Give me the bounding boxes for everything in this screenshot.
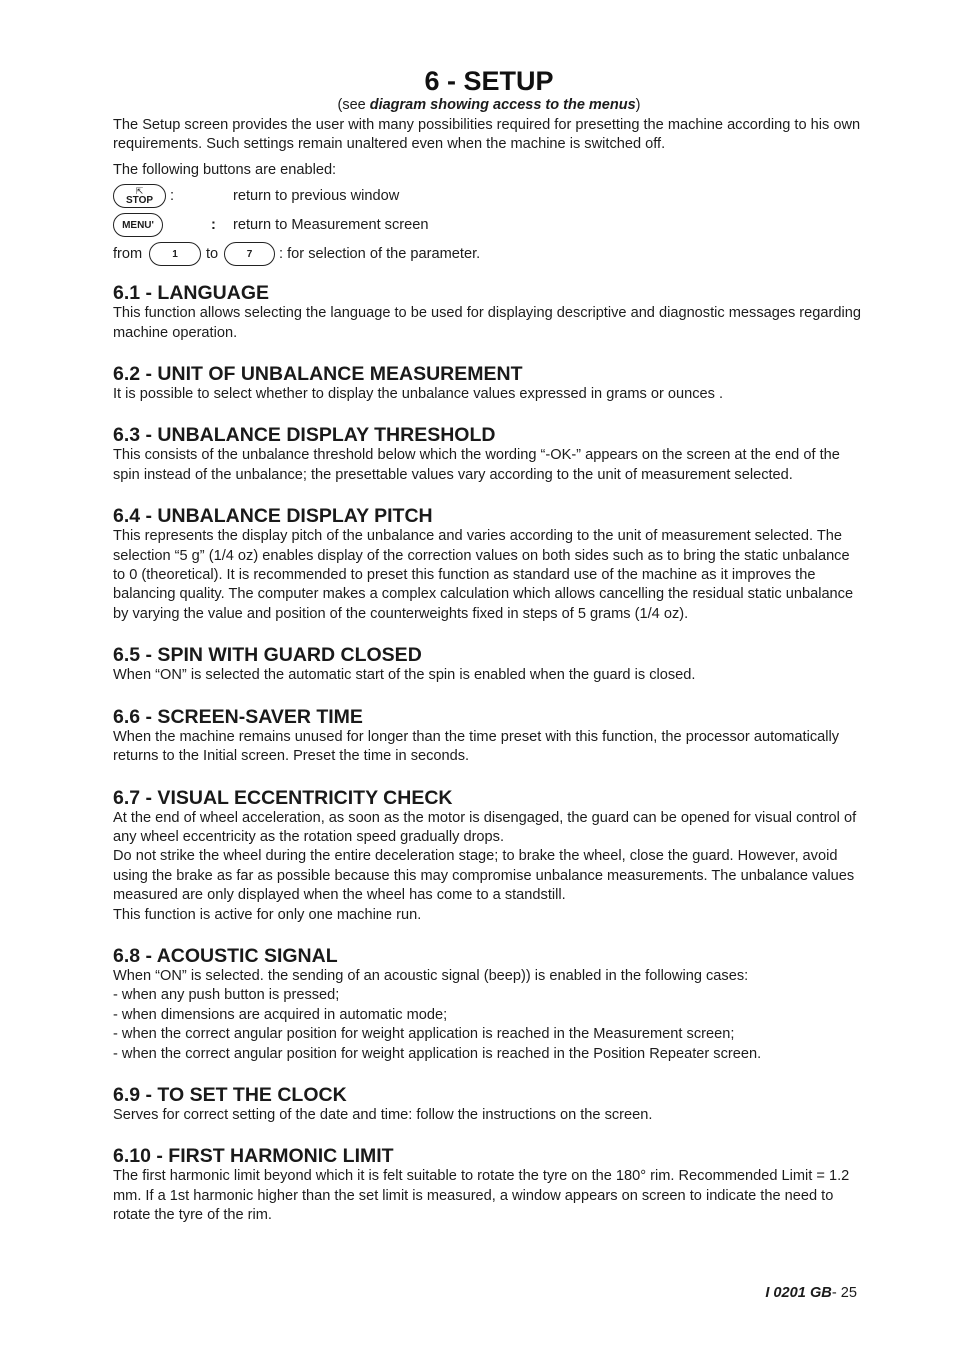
- stop-key: [113, 184, 166, 208]
- document-code: I 0201 GB: [765, 1285, 832, 1301]
- section-paragraph: Do not strike the wheel during the entire deceleration stage; to brake the wheel, close the guard. However, avoid using the brake as far as possible because this may compromise unbalance measurements. The unbalance values measured are only displayed when the wheel has come to a standstill.: [113, 848, 855, 904]
- page-number: - 25: [831, 1285, 857, 1301]
- menu-colon: :: [211, 217, 216, 234]
- range-button-row: [113, 242, 865, 271]
- intro-paragraph: The Setup screen provides the user with many possibilities required for presetting the machine according to his own requirements. Such settings remain unaltered even when the machine is switched off.: [113, 117, 861, 153]
- section-heading: 6.5 - SPIN WITH GUARD CLOSED: [113, 644, 422, 667]
- section-heading: 6.6 - SCREEN-SAVER TIME: [113, 705, 363, 728]
- subtitle: [113, 96, 865, 114]
- stop-description: return to previous window: [233, 188, 400, 205]
- section-paragraph: This represents the display pitch of the unbalance and varies according to the unit of measurement selected. The selection “5 g” (1/4 oz) enables display of the correction values on both sides such as to bring the static unbalance to 0 (theoretical). It is recommended to preset this function as standard use of the machine as it improves the balancing quality. The computer makes a complex calculation which allows cancelling the residual static unbalance by varying the value and position of the counterweights fixed in steps of 5 grams (1/4 oz).: [113, 528, 854, 622]
- section-paragraph: It is possible to select whether to display the unbalance values expressed in grams or ounces .: [113, 386, 724, 403]
- section-heading: 6.3 - UNBALANCE DISPLAY THRESHOLD: [113, 424, 496, 447]
- key-1-label: 1: [172, 248, 178, 260]
- section: [113, 505, 865, 624]
- subtitle-emphasis: diagram showing access to the menus: [369, 97, 636, 113]
- subtitle-prefix: (see: [337, 97, 370, 113]
- section-heading: 6.1 - LANGUAGE: [113, 282, 270, 305]
- page-title: 6 - SETUP: [424, 66, 554, 96]
- stop-key-label: STOP: [125, 195, 154, 207]
- section: [113, 706, 865, 767]
- section: [113, 1084, 865, 1125]
- range-to-label: to: [206, 246, 219, 263]
- section: [113, 945, 865, 1064]
- section-paragraph: The first harmonic limit beyond which it is felt suitable to rotate the tyre on the 180° rim. Recommended Limit = 1.2 mm. If a 1st harmonic higher than the set limit is measured, a window appears on screen to indicate the need to rotate the tyre of the rim.: [113, 1168, 850, 1224]
- section: [113, 1145, 865, 1225]
- range-from-label: from: [113, 246, 143, 263]
- range-description: : for selection of the parameter.: [279, 246, 481, 263]
- section-heading: 6.7 - VISUAL ECCENTRICITY CHECK: [113, 786, 453, 809]
- section-paragraph: This function is active for only one machine run.: [113, 906, 422, 923]
- section: [113, 363, 865, 404]
- key-1: [149, 242, 201, 266]
- section-paragraph: Serves for correct setting of the date and time: follow the instructions on the screen.: [113, 1106, 653, 1123]
- section-paragraph: This consists of the unbalance threshold below which the wording “-OK-” appears on the screen at the end of the spin instead of the unbalance; the presettable values vary according to the unit of measurement selected.: [113, 447, 840, 483]
- section-paragraph: - when any push button is pressed;: [113, 987, 340, 1004]
- section-heading: 6.4 - UNBALANCE DISPLAY PITCH: [113, 505, 433, 528]
- section-paragraph: - when dimensions are acquired in automatic mode;: [113, 1006, 448, 1023]
- stop-colon: :: [170, 188, 175, 205]
- menu-key-label: MENU': [122, 219, 154, 231]
- menu-key: [113, 213, 163, 237]
- menu-description: return to Measurement screen: [233, 217, 429, 234]
- section-paragraph: This function allows selecting the language to be used for displaying descriptive and diagnostic messages regarding machine operation.: [113, 305, 861, 341]
- section-paragraph: - when the correct angular position for weight application is reached in the Measurement screen;: [113, 1026, 735, 1043]
- section-heading: 6.9 - TO SET THE CLOCK: [113, 1083, 347, 1106]
- section-heading: 6.8 - ACOUSTIC SIGNAL: [113, 944, 338, 967]
- page-content: [113, 66, 865, 1226]
- section-paragraph: At the end of wheel acceleration, as soon as the motor is disengaged, the guard can be opened for visual control of any wheel eccentricity as the rotation speed gradually drops.: [113, 809, 857, 845]
- sections-list: [113, 282, 865, 1225]
- section: [113, 282, 865, 343]
- section: [113, 787, 865, 925]
- key-7-label: 7: [246, 248, 253, 260]
- buttons-intro: The following buttons are enabled:: [113, 161, 337, 178]
- section-heading: 6.10 - FIRST HARMONIC LIMIT: [113, 1145, 394, 1168]
- menu-button-row: [113, 213, 865, 242]
- section-paragraph: - when the correct angular position for weight application is reached in the Position Repeater screen.: [113, 1045, 762, 1062]
- section-heading: 6.2 - UNIT OF UNBALANCE MEASUREMENT: [113, 363, 523, 386]
- section: [113, 644, 865, 685]
- return-arrow-icon: ⇱: [135, 186, 144, 197]
- section-paragraph: When “ON” is selected the automatic start of the spin is enabled when the guard is closed.: [113, 667, 696, 684]
- section: [113, 424, 865, 485]
- stop-button-row: [113, 184, 865, 213]
- page-footer: [765, 1285, 857, 1301]
- section-paragraph: When the machine remains unused for longer than the time preset with this function, the processor automatically returns to the Initial screen. Preset the time in seconds.: [113, 728, 840, 765]
- subtitle-suffix: ): [635, 97, 641, 113]
- section-paragraph: When “ON” is selected. the sending of an acoustic signal (beep)) is enabled in the following cases:: [113, 967, 749, 984]
- key-7: [224, 242, 275, 266]
